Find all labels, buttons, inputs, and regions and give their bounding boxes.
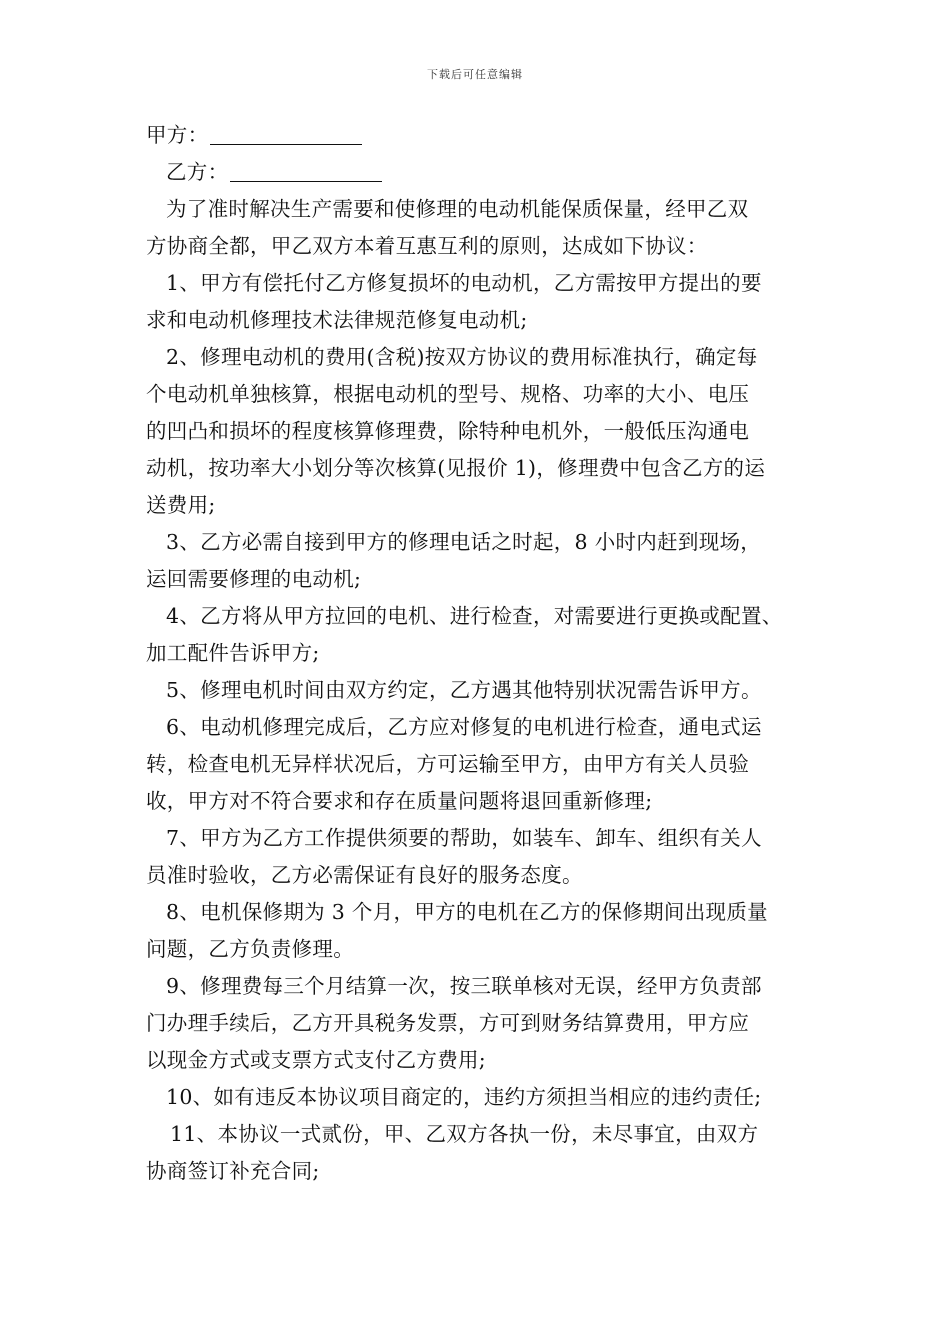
clause-line: 9、修理费每三个月结算一次，按三联单核对无误，经甲方负责部 <box>166 974 762 998</box>
clause-line: 的凹凸和损坏的程度核算修理费，除特种电机外，一般低压沟通电 <box>146 419 750 443</box>
page-header-note: 下载后可任意编辑 <box>427 68 523 81</box>
party-b-blank <box>230 159 382 182</box>
clause-line: 员准时验收，乙方必需保证有良好的服务态度。 <box>146 863 583 887</box>
clause-9 <box>146 968 826 1079</box>
clause-line: 7、甲方为乙方工作提供须要的帮助，如装车、卸车、组织有关人 <box>166 826 762 850</box>
party-b-label: 乙方： <box>166 160 229 184</box>
party-a-blank <box>210 122 362 145</box>
clause-2 <box>146 339 826 524</box>
clause-line: 送费用; <box>146 493 216 517</box>
clause-line: 3、乙方必需自接到甲方的修理电话之时起，8 小时内赶到现场， <box>166 530 762 554</box>
clause-line: 协商签订补充合同; <box>146 1159 320 1183</box>
clause-11 <box>146 1116 826 1190</box>
clause-6 <box>146 709 826 820</box>
party-a-label: 甲方： <box>146 123 209 147</box>
contract-body <box>146 117 826 1190</box>
clause-1 <box>146 265 826 339</box>
clause-8 <box>146 894 826 968</box>
clause-line: 问题，乙方负责修理。 <box>146 937 354 961</box>
clause-line: 1、甲方有偿托付乙方修复损坏的电动机，乙方需按甲方提出的要 <box>166 271 762 295</box>
clause-4 <box>146 598 826 672</box>
clause-7 <box>146 820 826 894</box>
clause-line: 个电动机单独核算，根据电动机的型号、规格、功率的大小、电压 <box>146 382 750 406</box>
clause-line: 8、电机保修期为 3 个月，甲方的电机在乙方的保修期间出现质量 <box>166 900 768 924</box>
clause-line: 10、如有违反本协议项目商定的，违约方须担当相应的违约责任; <box>166 1085 762 1109</box>
clause-line: 4、乙方将从甲方拉回的电机、进行检查，对需要进行更换或配置、 <box>166 604 783 628</box>
clause-line: 以现金方式或支票方式支付乙方费用; <box>146 1048 487 1072</box>
clause-line: 加工配件告诉甲方; <box>146 641 320 665</box>
clause-line: 转，检查电机无异样状况后，方可运输至甲方，由甲方有关人员验 <box>146 752 750 776</box>
clause-line: 动机，按功率大小划分等次核算(见报价 1)，修理费中包含乙方的运 <box>146 456 766 480</box>
clause-line: 运回需要修理的电动机; <box>146 567 362 591</box>
clause-line: 6、电动机修理完成后，乙方应对修复的电机进行检查，通电式运 <box>166 715 762 739</box>
intro-line: 方协商全都，甲乙双方本着互惠互利的原则，达成如下协议： <box>146 234 708 258</box>
clause-5 <box>146 672 826 709</box>
clause-3 <box>146 524 826 598</box>
party-a-line <box>146 117 826 154</box>
clause-line: 门办理手续后，乙方开具税务发票，方可到财务结算费用，甲方应 <box>146 1011 750 1035</box>
clause-line: 2、修理电动机的费用(含税)按双方协议的费用标准执行，确定每 <box>166 345 758 369</box>
clause-line: 11、本协议一式贰份，甲、乙双方各执一份，未尽事宜，由双方 <box>170 1122 759 1146</box>
intro-line: 为了准时解决生产需要和使修理的电动机能保质保量，经甲乙双 <box>166 197 749 221</box>
clause-line: 收，甲方对不符合要求和存在质量问题将退回重新修理; <box>146 789 653 813</box>
clause-10 <box>146 1079 826 1116</box>
clause-line: 求和电动机修理技术法律规范修复电动机; <box>146 308 528 332</box>
party-b-line <box>146 154 826 191</box>
clause-line: 5、修理电机时间由双方约定，乙方遇其他特别状况需告诉甲方。 <box>166 678 762 702</box>
